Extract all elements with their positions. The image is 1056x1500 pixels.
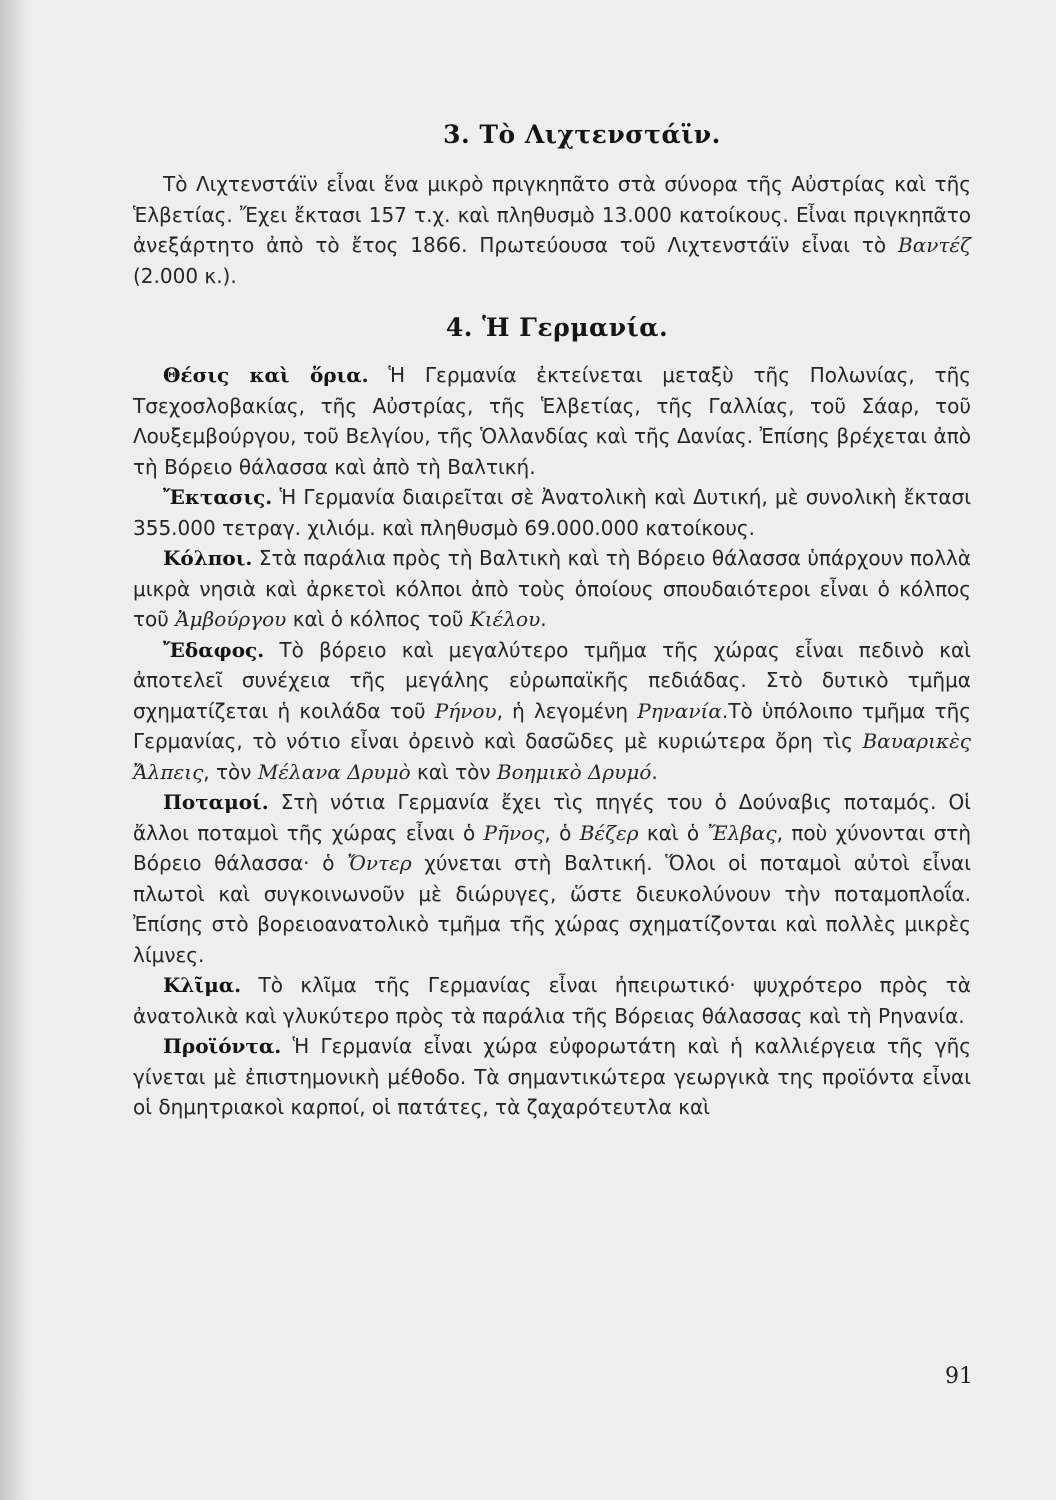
products-text: Ἡ Γερμανία εἶναι χώρα εὐφορωτάτη καὶ ἡ καλλιέργεια τῆς γῆς γίνεται μὲ ἐπιστημονικὴ μέθοδο. Τὰ σημαντικώτερα γεωργικὰ της προϊόντα εἶναι οἱ δημητριακοὶ καρποί, οἱ πατάτες, τὰ ζαχαρότευτλα καὶ [133, 1034, 971, 1119]
rivers-text-c: καὶ ὁ [638, 820, 708, 845]
river-weser: Βέζερ [579, 820, 639, 845]
area-text: Ἡ Γερμανία διαιρεῖται σὲ Ἀνατολικὴ καὶ Δυτική, μὲ συνολικὴ ἔκτασι 355.000 τετραγ. χιλιόμ. καὶ πληθυσμὸ 69.000.000 κατοίκους. [133, 485, 971, 540]
area-label: Ἔκτασις. [163, 485, 273, 509]
paragraph-borders [133, 360, 971, 482]
river-oder: Ὄντερ [347, 851, 412, 875]
soil-bohemian-forest: Βοημικὸ Δρυμό [496, 759, 652, 784]
soil-rhine: Ρήνου [434, 698, 497, 723]
paragraph-gulfs [133, 543, 971, 635]
rivers-text-b: , ὁ [544, 820, 580, 845]
borders-label: Θέσις καὶ ὅρια. [163, 363, 369, 387]
liechtenstein-text-a: Τὸ Λιχτενστάϊν εἶναι ἕνα μικρὸ πριγκηπᾶτο στὰ σύνορα τῆς Αὐστρίας καὶ τῆς Ἑλβετίας. Ἔχει ἔκτασι 157 τ.χ. καὶ πληθυσμὸ 13.000 κατοίκους. Εἶναι πριγκηπᾶτο ἀνεξάρτητο ἀπὸ τὸ ἔτος 1866. Πρωτεύουσα τοῦ Λιχτενστάϊν εἶναι τὸ [133, 172, 971, 257]
paragraph-rivers [133, 787, 971, 970]
climate-text: Τὸ κλῖμα τῆς Γερμανίας εἶναι ἠπειρωτικό· ψυχρότερο πρὸς τὰ ἀνατολικὰ καὶ γλυκύτερο πρὸς τὰ παράλια τῆς Βόρειας θάλασσας καὶ τὴ Ρηνανία. [133, 973, 971, 1028]
soil-text-a: Τὸ βόρειο καὶ μεγαλύτερο τμῆμα τῆς χώρας εἶναι πεδινὸ καὶ ἀποτελεῖ συνέχεια τῆς μεγάλης εὐρωπαϊκῆς πεδιάδας. Στὸ δυτικὸ τμῆμα σχηματίζεται ἡ κοιλάδα τοῦ [133, 637, 971, 723]
soil-rhineland: Ρηνανία [637, 698, 722, 723]
heading-germany: 4. Ἡ Γερμανία. [445, 313, 669, 342]
gulfs-label: Κόλποι. [163, 546, 253, 570]
paragraph-climate [133, 970, 971, 1031]
gulfs-text-c: . [540, 607, 547, 631]
rivers-text-a: Στὴ νότια Γερμανία ἔχει τὶς πηγές του ὁ Δούναβις ποταμός. Οἱ ἄλλοι ποταμοὶ τῆς χώρας εἶναι ὁ [133, 790, 971, 845]
river-rhine: Ρῆνος [483, 820, 545, 845]
book-page [30, 0, 1056, 1500]
products-label: Προϊόντα. [163, 1034, 282, 1058]
borders-text: Ἡ Γερμανία ἐκτείνεται μεταξὺ τῆς Πολωνίας, τῆς Τσεχοσλοβακίας, τῆς Αὐστρίας, τῆς Ἑλβετίας, τῆς Γαλλίας, τοῦ Σάαρ, τοῦ Λουξεμβούργου, τοῦ Βελγίου, τῆς Ὁλλανδίας καὶ τῆς Δανίας. Ἐπίσης βρέχεται ἀπὸ τὴ Βόρειο θάλασσα καὶ ἀπὸ τὴ Βαλτική. [133, 363, 971, 479]
heading-liechtenstein: 3. Τὸ Λιχτενστάϊν. [443, 120, 721, 149]
gulf-hamburg: Ἀμβούργου [175, 607, 287, 631]
rivers-text-e: χύνεται στὴ Βαλτική. Ὅλοι οἱ ποταμοὶ αὐτοὶ εἶναι πλωτοὶ καὶ συγκοινωνοῦν μὲ διώρυγες, ὥστε διευκολύνουν τὴν ποταμοπλοΐα. Ἐπίσης στὸ βορειοανατολικὸ τμῆμα τῆς χώρας σχηματίζονται καὶ πολλὲς μικρὲς λίμνες. [133, 851, 972, 967]
rivers-text-d: , ποὺ χύνονται στὴ Βόρειο θάλασσα· ὁ [133, 820, 972, 875]
page-number: 91 [945, 1364, 973, 1389]
paragraph-liechtenstein [133, 169, 971, 291]
rivers-label: Ποταμοί. [163, 790, 269, 814]
soil-black-forest: Μέλανα Δρυμὸ [257, 759, 411, 784]
paragraph-area [133, 482, 971, 543]
soil-text-f: . [651, 759, 658, 784]
soil-text-b: , ἡ λεγομένη [496, 698, 638, 723]
river-elbe: Ἔλβας [707, 820, 777, 845]
liechtenstein-text-b: (2.000 κ.). [133, 263, 237, 288]
soil-text-d: , τὸν [203, 759, 258, 784]
soil-text-e: καὶ τὸν [410, 759, 497, 784]
soil-text-c: .Τὸ ὑπόλοιπο τμῆμα τῆς Γερμανίας, τὸ νότιο εἶναι ὀρεινὸ καὶ δασῶδες μὲ κυριώτερα ὄρη τὶς [133, 698, 971, 753]
paragraph-soil [133, 635, 971, 788]
gulf-kiel: Κιέλου [469, 607, 541, 631]
soil-label: Ἔδαφος. [163, 637, 265, 662]
gulfs-text-a: Στὰ παράλια πρὸς τὴ Βαλτικὴ καὶ τὴ Βόρειο θάλασσα ὑπάρχουν πολλὰ μικρὰ νησιὰ καὶ ἀρκετοὶ κόλποι ἀπὸ τοὺς ὁποίους σπουδαιότεροι εἶναι ὁ κόλπος τοῦ [133, 546, 971, 631]
paragraph-products [133, 1031, 971, 1123]
soil-bavarian-alps: Βαυαρικὲς Ἄλπεις [133, 729, 971, 784]
climate-label: Κλῖμα. [163, 973, 242, 997]
book-binding-edge [0, 0, 30, 1500]
page-text-block [133, 120, 971, 1123]
liechtenstein-capital: Βαντέζ [898, 233, 971, 257]
gulfs-text-b: καὶ ὁ κόλπος τοῦ [286, 607, 470, 631]
